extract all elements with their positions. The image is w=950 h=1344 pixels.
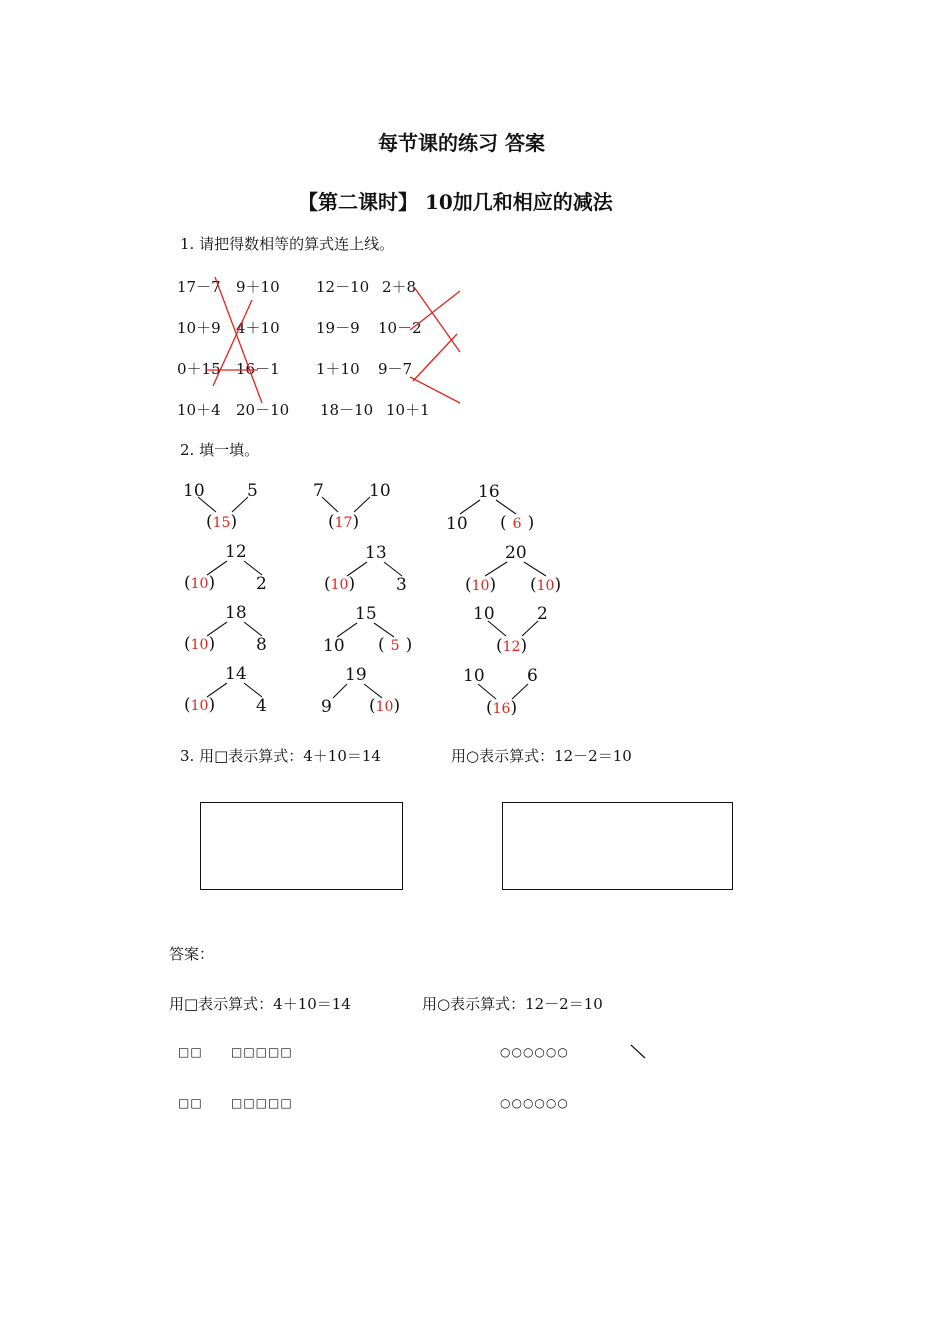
- expression: 10＋1: [386, 401, 430, 419]
- expression: 9＋10: [236, 278, 280, 296]
- tree-total: 18: [225, 603, 247, 623]
- question-2-prompt: 2. 填一填。: [180, 441, 260, 459]
- tree-total: 16: [478, 482, 500, 502]
- tree-answer-slot: (17): [328, 512, 360, 532]
- tree-answer: 10: [330, 577, 349, 593]
- tree-total: 19: [345, 665, 367, 685]
- tree-part: 10: [446, 514, 468, 534]
- tree-answer-slot: (10): [184, 695, 216, 715]
- tree-answer-slot: ( 5 ): [378, 635, 413, 655]
- tree-answer-slot: ( 6 ): [500, 513, 535, 533]
- expression: 10＋9: [177, 319, 221, 337]
- square-group: □□: [178, 1045, 203, 1059]
- tree-addend: 10: [463, 666, 485, 686]
- tree-answer: 5: [390, 638, 400, 654]
- tree-addend: 10: [369, 481, 391, 501]
- tree-answer: 10: [471, 578, 490, 594]
- circle-group: ○○○○○○: [500, 1096, 569, 1110]
- tree-addend: 6: [527, 666, 538, 686]
- expression: 16－1: [236, 360, 280, 378]
- question-3-prompt-left: 3. 用□表示算式：4＋10＝14: [180, 747, 381, 765]
- expression: 17－7: [177, 278, 221, 296]
- square-group: □□: [178, 1096, 203, 1110]
- expression: 2＋8: [382, 278, 417, 296]
- tree-total: 20: [505, 543, 527, 563]
- tree-addend: 10: [473, 604, 495, 624]
- tree-part: 2: [256, 574, 267, 594]
- expression: 19－9: [316, 319, 360, 337]
- circle-group: ○○○○○○: [500, 1045, 569, 1059]
- tree-part: 4: [256, 696, 267, 716]
- expression: 9－7: [378, 360, 413, 378]
- tree-answer: 16: [492, 701, 511, 717]
- tree-answer-slot: (16): [486, 698, 518, 718]
- match-line: [410, 291, 460, 330]
- tree-part: 3: [396, 575, 407, 595]
- expression: 18－10: [320, 401, 374, 419]
- match-line: [213, 300, 252, 386]
- tree-total: 13: [365, 543, 387, 563]
- lesson-subtitle: 【第二课时】 10加几和相应的减法: [298, 190, 613, 214]
- tree-answer: 10: [190, 576, 209, 592]
- tree-part: 10: [323, 636, 345, 656]
- tree-answer: 10: [536, 578, 555, 594]
- tree-answer-slot: (15): [206, 512, 238, 532]
- tree-answer-slot: (10): [369, 696, 401, 716]
- answer-formula-left: 用□表示算式：4＋10＝14: [169, 995, 351, 1013]
- tree-part: 8: [256, 635, 267, 655]
- tree-total: 14: [225, 664, 247, 684]
- question-3-prompt-right: 用○表示算式：12－2＝10: [451, 747, 632, 765]
- answer-label: 答案：: [169, 945, 215, 963]
- tree-addend: 7: [313, 481, 324, 501]
- tree-answer: 15: [212, 515, 231, 531]
- tree-total: 15: [355, 604, 377, 624]
- tree-total: 12: [225, 542, 247, 562]
- question-1-prompt: 1. 请把得数相等的算式连上线。: [180, 235, 395, 253]
- answer-box-right: [502, 802, 733, 890]
- tree-answer: 10: [190, 637, 209, 653]
- tree-answer-slot: (10): [184, 573, 216, 593]
- square-group: □□□□□: [231, 1096, 293, 1110]
- expression: 10＋4: [177, 401, 221, 419]
- tree-addend: 10: [183, 481, 205, 501]
- page-title: 每节课的练习 答案: [378, 131, 545, 155]
- tree-answer: 17: [334, 515, 353, 531]
- square-group: □□□□□: [231, 1045, 293, 1059]
- expression: 12－10: [316, 278, 370, 296]
- match-line: [215, 277, 262, 403]
- tree-answer-slot: (10): [465, 575, 497, 595]
- tree-part: 9: [321, 697, 332, 717]
- tree-answer-slot: (10): [184, 634, 216, 654]
- expression: 4＋10: [236, 319, 280, 337]
- tree-answer-slot: (10): [324, 574, 356, 594]
- answer-box-left: [200, 802, 403, 890]
- expression: 1＋10: [316, 360, 360, 378]
- tree-answer-slot: (12): [496, 636, 528, 656]
- expression: 10－2: [378, 319, 422, 337]
- tree-answer: 10: [190, 698, 209, 714]
- tree-answer: 12: [502, 639, 521, 655]
- tree-answer: 6: [512, 516, 522, 532]
- tree-addend: 2: [537, 604, 548, 624]
- match-line: [413, 334, 457, 381]
- tree-answer-slot: (10): [530, 575, 562, 595]
- expression: 20－10: [236, 401, 290, 419]
- tree-answer: 10: [375, 699, 394, 715]
- expression: 0＋15: [177, 360, 221, 378]
- answer-formula-right: 用○表示算式：12－2＝10: [422, 995, 603, 1013]
- tree-addend: 5: [247, 481, 258, 501]
- match-line: [410, 377, 460, 403]
